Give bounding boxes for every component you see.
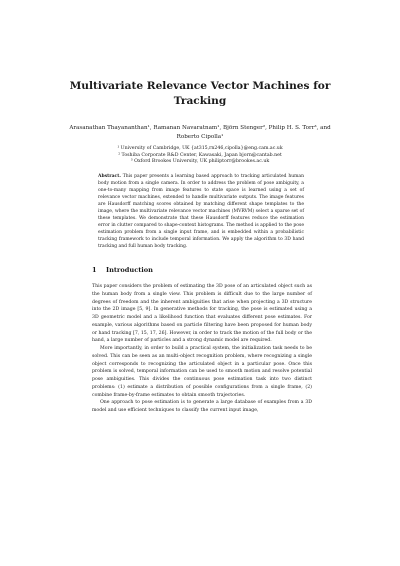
affiliation-toshiba: ² Toshiba Corporate R&D Center, Kawasaki, Japan bjorn@cantab.net: [118, 152, 282, 158]
author-list: Arasanathan Thayananthan¹, Ramanan Navaratnam¹, Björn Stenger², Philip H. S. Torr³, and Roberto Cipolla¹: [69, 125, 331, 140]
paragraph: This paper considers the problem of estimating the 3D pose of an articulated object such as the human body from a single view. This problem is difficult due to the large number of degrees of freedom and the inherent ambiguities that arise when projecting a 3D structure into the 2D image [5, 9]. In generative methods for tracking, the pose is estimated using a 3D geometric model and a likelihood function that evaluates different pose estimates. For example, various algorithms based on particle filtering have been proposed for human body or hand tracking [7, 15, 17, 26]. However, in order to track the motion of the full body or the hand, a large number of particles and a strong dynamic model are required.: [92, 284, 312, 344]
paper-title: Multivariate Relevance Vector Machines for Tracking: [69, 80, 331, 107]
affiliation-cambridge: ¹ University of Cambridge, UK {at315,rn246,cipolla}@eng.cam.ac.uk: [117, 146, 283, 151]
paragraph: One approach to pose estimation is to generate a large database of examples from a 3D model and use efficient techniques to classify the current input image,: [92, 400, 312, 413]
body-text: [92, 283, 312, 415]
abstract-label: Abstract.: [98, 174, 121, 179]
section-number: 1: [92, 266, 97, 274]
affiliation-oxford-brookes: ³ Oxford Brookes University, UK philiptorr@brookes.ac.uk: [130, 159, 270, 165]
abstract: [98, 174, 304, 250]
affiliations: [60, 146, 340, 166]
section-title: Introduction: [106, 266, 153, 274]
abstract-text: This paper presents a learning based approach to tracking articulated human body motion from a single camera. In order to address the problem of pose ambiguity, a one-to-many mapping from image features to state space is learned using a set of relevance vector machines, extended to handle multivariate outputs. The image features are Hausdorff matching scores obtained by matching different shape templates to the image, where the multivariate relevance vector machines (MVRVM) select a sparse set of these templates. We demonstrate that these Hausdorff features reduce the estimation error in clutter compared to shape-context histograms. The method is applied to the pose estimation problem from a single input frame, and is embedded within a probabilistic tracking framework to include temporal information. We apply the algorithm to 3D hand tracking and full human body tracking.: [98, 174, 304, 249]
paragraph: More importantly, in order to build a practical system, the initialization task needs to be solved. This can be seen as an multi-object recognition problem, where recognizing a single object corresponds to recognizing the articulated object in a particular pose. Once this problem is solved, temporal information can be used to smooth motion and resolve potential pose ambiguities. This divides the continuous pose estimation task into two distinct problems: (1) estimate a distribution of possible configurations from a single frame, (2) combine frame-by-frame estimates to obtain smooth trajectories.: [92, 346, 312, 398]
section-heading: [92, 266, 312, 274]
